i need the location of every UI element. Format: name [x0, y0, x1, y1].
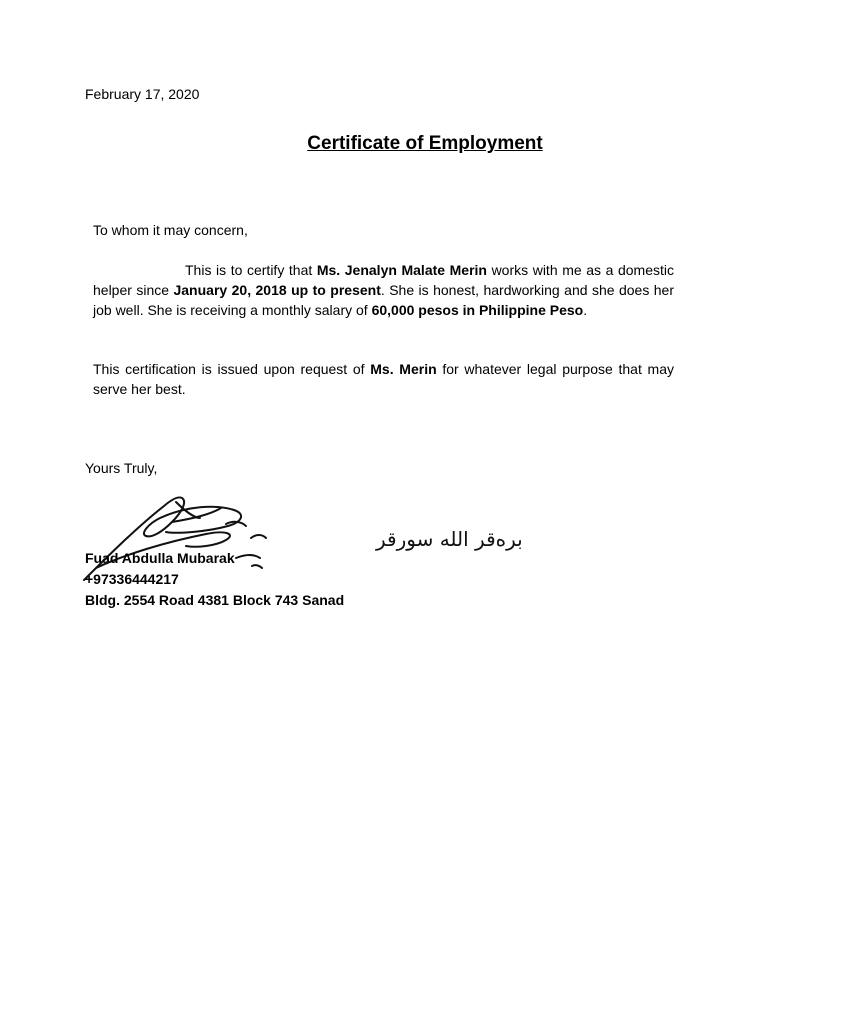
employee-name: Ms. Jenalyn Malate Merin: [316, 262, 487, 278]
para1-text-3: . She is honest, hardworking and she does her job well. She is receiving a monthly salary of: [93, 282, 674, 318]
signer-block: [85, 548, 344, 611]
signer-name: Fuad Abdulla Mubarak: [85, 550, 235, 566]
closing: Yours Truly,: [85, 460, 158, 476]
signer-phone: +97336444217: [85, 571, 179, 587]
employment-period: January 20, 2018 up to present: [173, 282, 381, 298]
purpose-paragraph: [93, 359, 674, 399]
para2-text-2: for whatever legal purpose that may serve her best.: [93, 361, 674, 397]
para2-text-1: This certification is issued upon request of: [93, 361, 371, 377]
certification-paragraph: [93, 260, 674, 320]
signature-script: ﺑﺮﻩﻗﺮ ﺍﻟﻠﻪ ﺳﻮﺭﻗﺮ: [376, 527, 523, 551]
page-title: Certificate of Employment: [307, 133, 543, 154]
letter-date: February 17, 2020: [85, 86, 200, 102]
signer-address: Bldg. 2554 Road 4381 Block 743 Sanad: [85, 592, 345, 608]
para1-text-4: .: [583, 302, 588, 318]
salutation: To whom it may concern,: [93, 222, 248, 238]
requester-name: Ms. Merin: [370, 361, 437, 377]
para1-text-2: works with me as a domestic helper since: [93, 262, 674, 298]
para1-text-1: This is to certify that: [185, 262, 317, 278]
monthly-salary: 60,000 pesos in Philippine Peso: [371, 302, 584, 318]
